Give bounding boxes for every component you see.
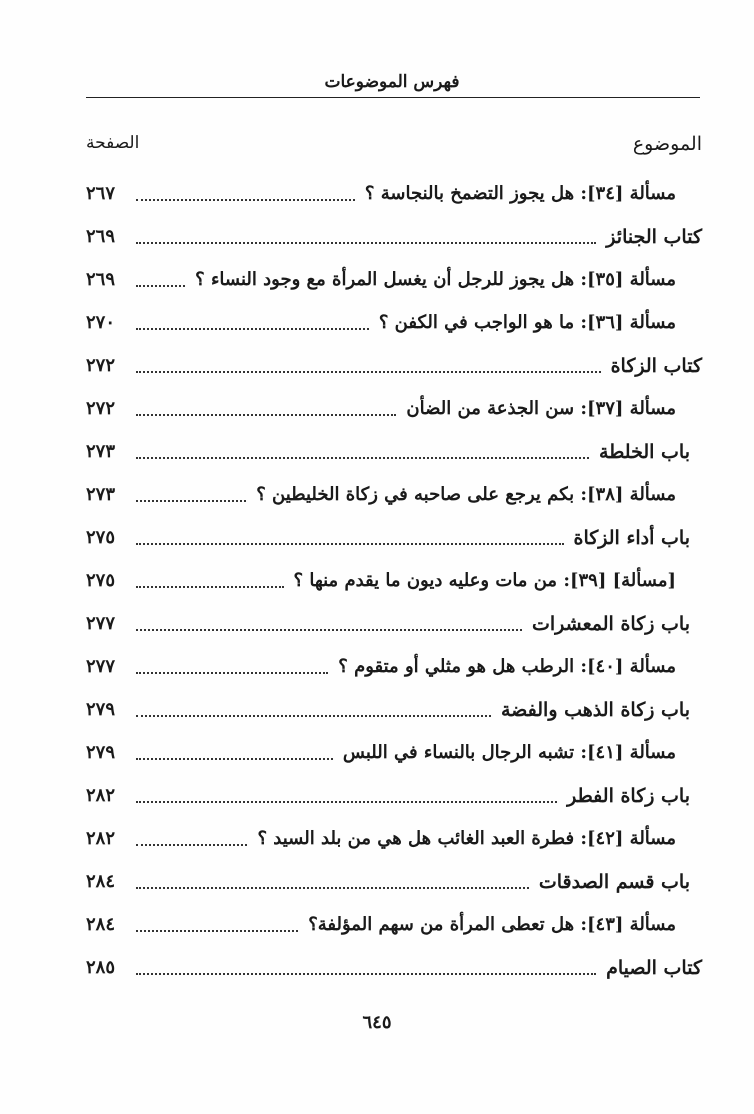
entry-text: كتاب الصيام [606,956,702,979]
entry-page-number: ٢٦٧ [86,183,116,204]
toc-entry [86,172,702,215]
entry-title [406,398,702,419]
entry-page-number: ٢٧٥ [86,570,116,591]
entry-page-number: ٢٧٩ [86,699,116,720]
entry-title [574,527,703,549]
toc-entry [86,215,702,258]
entry-page-number: ٢٧٢ [86,398,116,419]
entry-text: من مات وعليه ديون ما يقدم منها ؟ [293,570,558,591]
entry-text: هل يجوز التضمخ بالنجاسة ؟ [364,183,575,204]
entry-text: فطرة العبد الغائب هل هي من بلد السيد ؟ [257,828,575,849]
dot-leader [136,414,396,416]
toc-entry [86,516,702,559]
entry-title [379,312,702,333]
dot-leader [136,586,284,588]
dot-leader [136,629,522,631]
dot-leader [136,242,596,244]
dot-leader [136,371,601,373]
entry-title [343,742,702,763]
dot-leader [136,715,491,717]
entry-title [257,828,702,849]
toc-entry [86,258,702,301]
entry-title [365,183,702,204]
toc-entry [86,731,702,774]
entry-text: ما هو الواجب في الكفن ؟ [378,312,575,333]
toc-entry [86,645,702,688]
entry-label: مسألة [٣٧]: [580,398,676,419]
dot-leader [136,887,529,889]
entry-text: هل يجوز للرجل أن يغسل المرأة مع وجود النساء ؟ [195,269,575,290]
dot-leader [136,801,557,803]
entry-page-number: ٢٧٠ [86,312,116,333]
entry-title [338,656,702,677]
entry-page-number: ٢٧٥ [86,527,116,548]
toc-entry [86,817,702,860]
entry-page-number: ٢٧٩ [86,742,116,763]
dot-leader [136,328,369,330]
dot-leader [136,543,564,545]
toc-entry [86,774,702,817]
dot-leader [136,758,333,760]
entry-page-number: ٢٧٣ [86,441,116,462]
entry-text: باب الخلطة [599,440,690,463]
toc-entry [86,559,702,602]
toc-entry [86,903,702,946]
running-head: فهرس الموضوعات [324,72,460,92]
entry-page-number: ٢٨٢ [86,828,116,849]
entry-page-number: ٢٧٧ [86,613,116,634]
dot-leader [136,844,247,846]
entry-text: باب زكاة المعشرات [532,612,690,635]
dot-leader [136,199,355,201]
dot-leader [136,973,596,975]
entry-label: مسألة [٣٤]: [580,183,676,204]
entry-text: الرطب هل هو مثلي أو متقوم ؟ [338,656,575,677]
dot-leader [136,500,246,502]
toc-entry [86,860,702,903]
entry-title [611,355,702,377]
entry-text: كتاب الجنائز [606,225,702,248]
entry-title [294,570,702,591]
column-header-topic: الموضوع [632,133,702,155]
toc-entry [86,946,702,989]
dot-leader [136,457,589,459]
dot-leader [136,930,298,932]
toc-entry [86,344,702,387]
entry-text: باب زكاة الفطر [567,784,690,807]
toc-entry [86,473,702,516]
entry-title [606,226,702,248]
entry-page-number: ٢٧٣ [86,484,116,505]
page-number: ٦٤٥ [362,1012,392,1033]
entry-label: مسألة [٣٦]: [580,312,676,333]
entry-title [567,785,702,807]
toc-entry [86,688,702,731]
toc-entry [86,387,702,430]
entry-label: مسألة [٤٠]: [580,656,676,677]
dot-leader [136,672,328,674]
entry-label: مسألة [٣٨]: [580,484,676,505]
entry-label: [مسألة] [٣٩]: [563,570,676,591]
header-rule [86,97,700,98]
entry-title [195,269,702,290]
entry-title [606,957,702,979]
entry-title [539,871,702,893]
entry-text: باب زكاة الذهب والفضة [500,698,690,721]
entry-text: بكم يرجع على صاحبه في زكاة الخليطين ؟ [256,484,575,505]
column-header-page: الصفحة [86,133,140,153]
entry-label: مسألة [٤١]: [580,742,676,763]
entry-title [501,699,702,721]
toc-entry [86,430,702,473]
table-of-contents [86,172,702,989]
entry-label: مسألة [٤٢]: [580,828,676,849]
entry-text: كتاب الزكاة [610,354,702,377]
toc-entry [86,602,702,645]
entry-text: هل تعطى المرأة من سهم المؤلفة؟ [308,914,575,935]
entry-page-number: ٢٧٧ [86,656,116,677]
entry-title [256,484,702,505]
entry-page-number: ٢٨٥ [86,957,116,978]
entry-title [308,914,702,935]
entry-page-number: ٢٧٢ [86,355,116,376]
entry-title [599,441,702,463]
entry-page-number: ٢٨٢ [86,785,116,806]
entry-page-number: ٢٦٩ [86,269,116,290]
entry-page-number: ٢٨٤ [86,871,116,892]
entry-label: مسألة [٤٣]: [580,914,676,935]
entry-label: مسألة [٣٥]: [580,269,676,290]
entry-page-number: ٢٨٤ [86,914,116,935]
entry-text: باب أداء الزكاة [573,526,690,549]
entry-text: باب قسم الصدقات [538,870,690,893]
entry-text: تشبه الرجال بالنساء في اللبس [342,742,575,763]
dot-leader [136,285,185,287]
entry-page-number: ٢٦٩ [86,226,116,247]
entry-title [532,613,702,635]
entry-text: سن الجذعة من الضأن [406,398,575,419]
toc-entry [86,301,702,344]
